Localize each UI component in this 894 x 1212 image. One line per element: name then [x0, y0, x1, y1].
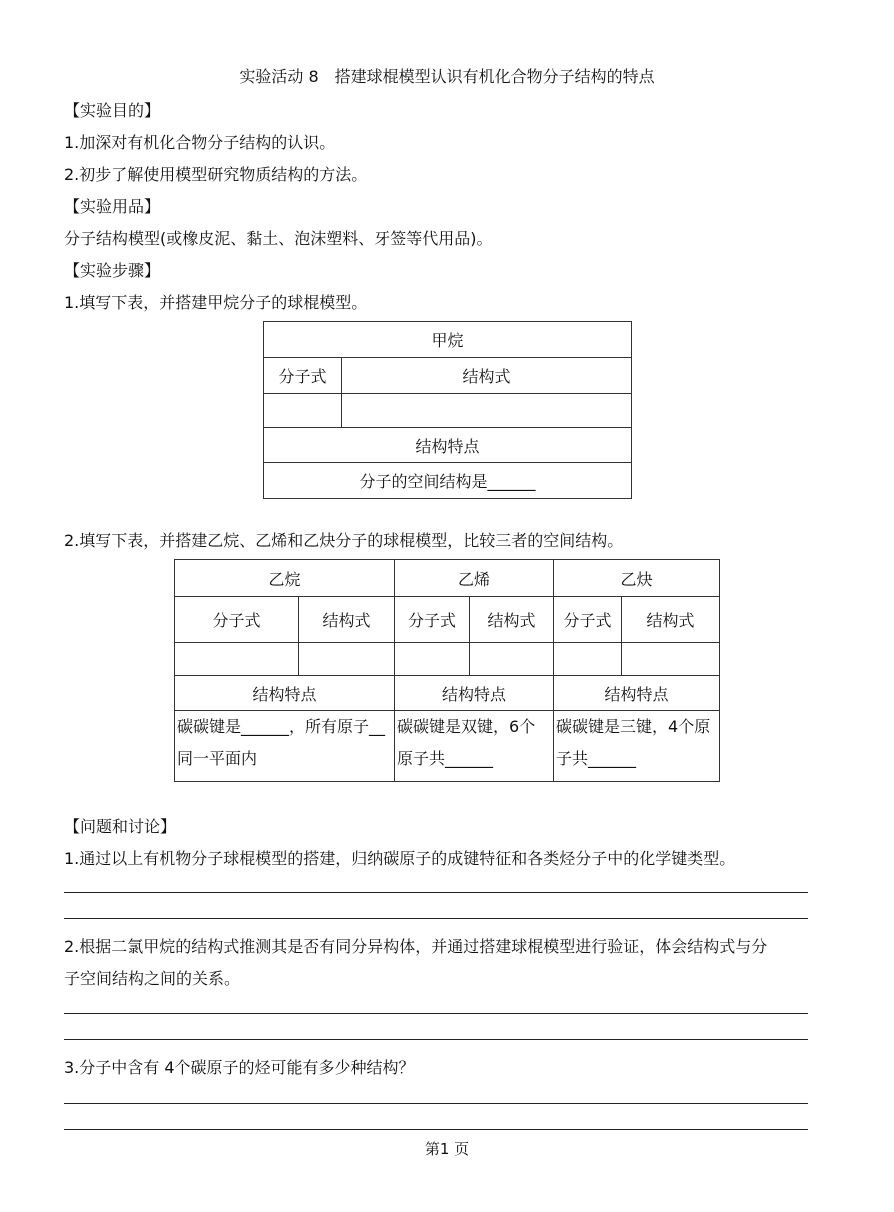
ethane-header: 乙烷	[175, 560, 395, 597]
ethylene-formula-header: 分子式	[395, 597, 470, 643]
acetylene-header: 乙炔	[554, 560, 720, 597]
ethane-feature-header: 结构特点	[175, 676, 395, 711]
step-2-text: 2.填写下表，并搭建乙烷、乙烯和乙炔分子的球棍模型，比较三者的空间结构。	[64, 531, 624, 550]
answer-line-1a	[64, 892, 808, 893]
question-2-line-2: 子空间结构之间的关系。	[64, 969, 241, 988]
methane-table	[263, 321, 632, 499]
methane-feature-text: 分子的空间结构是______	[264, 463, 632, 499]
ethane-feature-text: 碳碳键是______，所有原子__同一平面内	[175, 711, 395, 782]
ethylene-header: 乙烯	[395, 560, 554, 597]
steps-heading: 【实验步骤】	[64, 261, 161, 280]
materials-heading: 【实验用品】	[64, 197, 161, 216]
methane-header: 甲烷	[264, 322, 632, 358]
methane-formula-header: 分子式	[264, 358, 342, 394]
question-1: 1.通过以上有机物分子球棍模型的搭建，归纳碳原子的成键特征和各类烃分子中的化学键类型。	[64, 849, 736, 868]
materials-text: 分子结构模型(或橡皮泥、黏土、泡沫塑料、牙签等代用品)。	[64, 229, 493, 248]
answer-line-3a	[64, 1103, 808, 1104]
ethane-structure-cell	[299, 643, 395, 676]
answer-line-2b	[64, 1039, 808, 1040]
hydrocarbons-table	[174, 559, 720, 782]
question-2-line-1: 2.根据二氯甲烷的结构式推测其是否有同分异构体，并通过搭建球棍模型进行验证，体会结构式与分	[64, 937, 768, 956]
methane-formula-cell	[264, 394, 342, 428]
ethane-formula-cell	[175, 643, 299, 676]
ethane-structure-header: 结构式	[299, 597, 395, 643]
acetylene-structure-cell	[622, 643, 720, 676]
answer-line-1b	[64, 918, 808, 919]
discussion-heading: 【问题和讨论】	[64, 817, 177, 836]
page-title: 实验活动 8 搭建球棍模型认识有机化合物分子结构的特点	[239, 67, 655, 86]
ethylene-feature-header: 结构特点	[395, 676, 554, 711]
question-3: 3.分子中含有 4个碳原子的烃可能有多少种结构？	[64, 1058, 415, 1077]
methane-feature-header: 结构特点	[264, 428, 632, 463]
answer-line-2a	[64, 1013, 808, 1014]
step-1-text: 1.填写下表，并搭建甲烷分子的球棍模型。	[64, 293, 368, 312]
purpose-item-1: 1.加深对有机化合物分子结构的认识。	[64, 133, 336, 152]
ethylene-formula-cell	[395, 643, 470, 676]
purpose-item-2: 2.初步了解使用模型研究物质结构的方法。	[64, 165, 368, 184]
page-number: 第1 页	[424, 1140, 470, 1158]
methane-structure-cell	[342, 394, 632, 428]
answer-line-3b	[64, 1129, 808, 1130]
acetylene-formula-header: 分子式	[554, 597, 622, 643]
ethylene-structure-cell	[470, 643, 554, 676]
purpose-heading: 【实验目的】	[64, 101, 161, 120]
acetylene-feature-text: 碳碳键是三键，4个原子共______	[554, 711, 720, 782]
ethane-formula-header: 分子式	[175, 597, 299, 643]
ethylene-feature-text: 碳碳键是双键，6个原子共______	[395, 711, 554, 782]
acetylene-structure-header: 结构式	[622, 597, 720, 643]
methane-structure-header: 结构式	[342, 358, 632, 394]
acetylene-formula-cell	[554, 643, 622, 676]
acetylene-feature-header: 结构特点	[554, 676, 720, 711]
ethylene-structure-header: 结构式	[470, 597, 554, 643]
